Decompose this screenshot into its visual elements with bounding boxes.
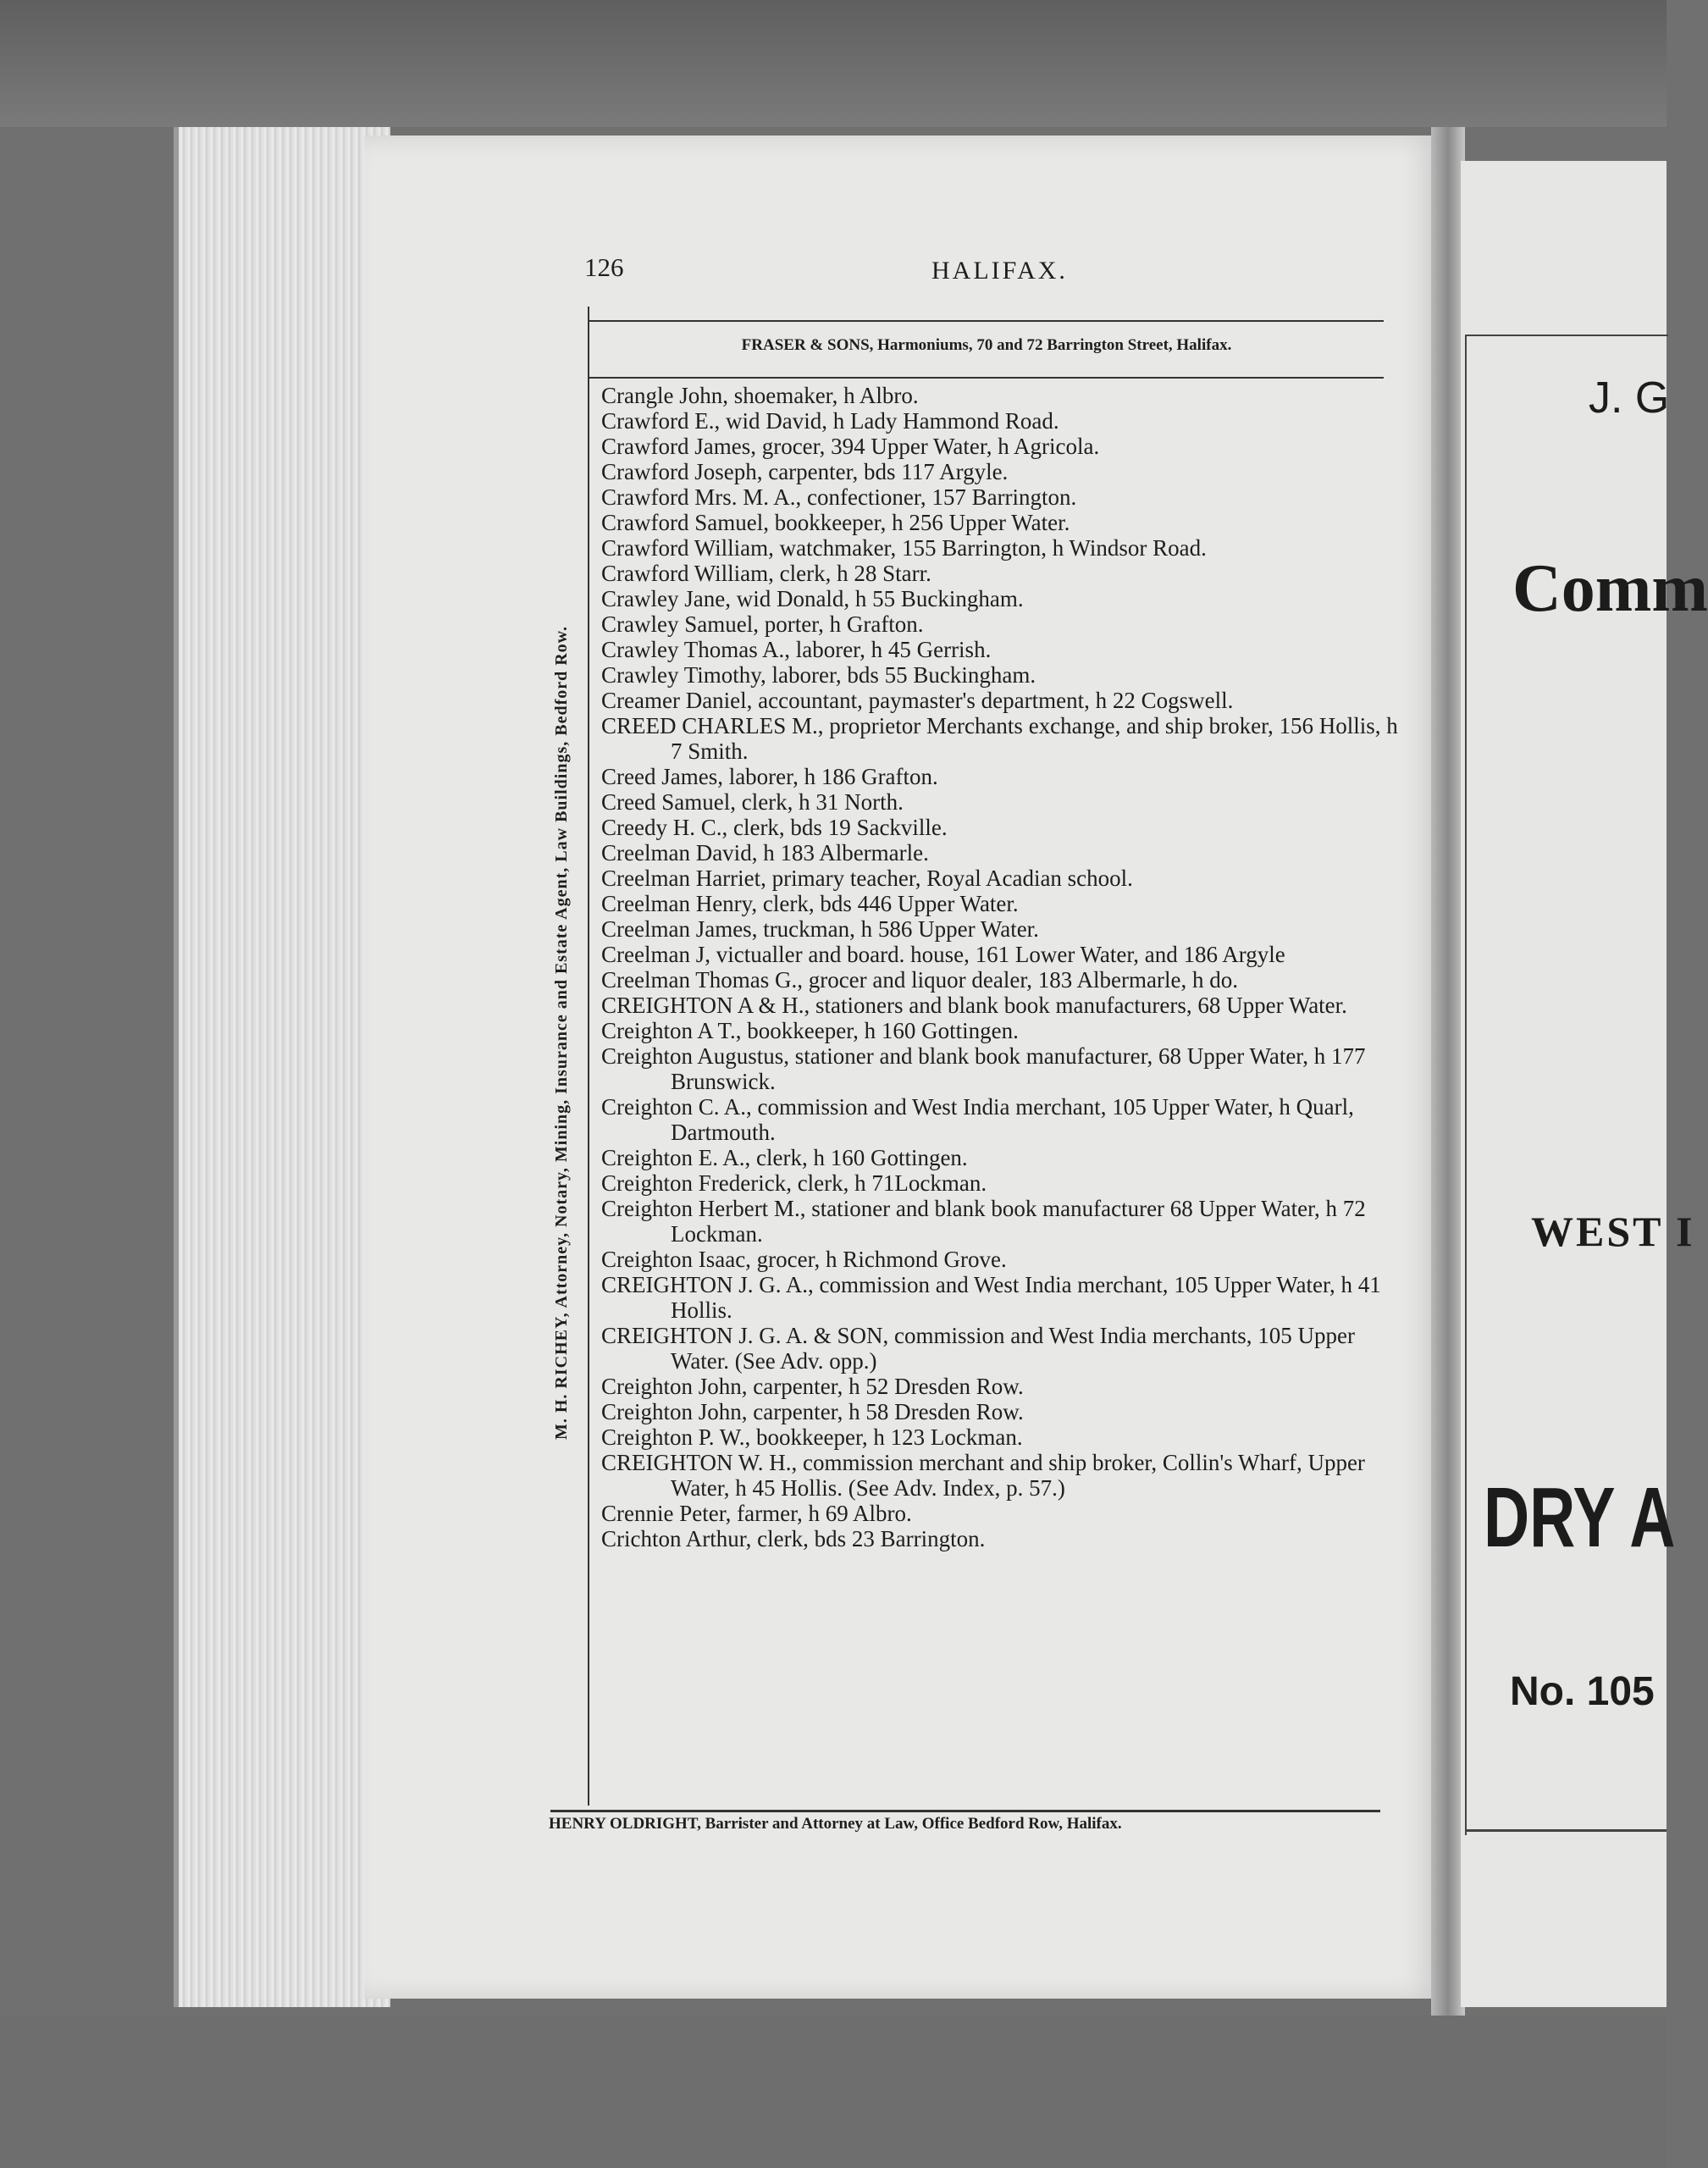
directory-entry: Creelman Henry, clerk, bds 446 Upper Water. xyxy=(601,891,1019,916)
directory-entry: Creelman Harriet, primary teacher, Royal Acadian school. xyxy=(601,866,1133,891)
directory-entry: Creighton P. W., bookkeeper, h 123 Lockman. xyxy=(601,1424,1023,1450)
directory-entry: Crennie Peter, farmer, h 69 Albro. xyxy=(601,1501,912,1526)
scanner-background-bottom xyxy=(0,2016,1667,2168)
directory-entry: Crawford Mrs. M. A., confectioner, 157 Barrington. xyxy=(601,484,1077,510)
right-page-fragment: DRY A xyxy=(1484,1470,1676,1565)
page-edges xyxy=(174,127,390,2007)
bottom-rule xyxy=(550,1810,1380,1812)
directory-entry: Crawford William, clerk, h 28 Starr. xyxy=(601,561,931,586)
top-ad-rule xyxy=(588,377,1384,379)
scanner-background-top xyxy=(0,0,1667,127)
book-gutter xyxy=(1431,127,1465,2016)
directory-entry: Creamer Daniel, accountant, paymaster's department, h 22 Cogswell. xyxy=(601,688,1234,713)
page-number: 126 xyxy=(584,252,624,282)
directory-entry: Creighton E. A., clerk, h 160 Gottingen. xyxy=(601,1145,968,1170)
directory-entry: CREIGHTON J. G. A., commission and West India merchant, 105 Upper Water, h 41 Hollis. xyxy=(601,1272,1381,1323)
directory-entry: Crawford James, grocer, 394 Upper Water, h Agricola. xyxy=(601,434,1100,459)
directory-entry: Creed Samuel, clerk, h 31 North. xyxy=(601,789,904,815)
directory-entry: Creelman James, truckman, h 586 Upper Water. xyxy=(601,916,1039,942)
directory-entry: CREIGHTON J. G. A. & SON, commission and West India merchants, 105 Upper Water. (See Adv. opp.) xyxy=(601,1323,1355,1374)
directory-entry: Creighton Isaac, grocer, h Richmond Grove. xyxy=(601,1247,1007,1272)
directory-entry: Creighton Augustus, stationer and blank book manufacturer, 68 Upper Water, h 177 Brunswick. xyxy=(601,1043,1366,1094)
directory-entry: Creighton Frederick, clerk, h 71Lockman. xyxy=(601,1170,987,1196)
directory-entry: Crawley Jane, wid Donald, h 55 Buckingham. xyxy=(601,586,1024,611)
directory-entry: Creelman J, victualler and board. house, 161 Lower Water, and 186 Argyle xyxy=(601,942,1285,967)
right-page-fragment: Comm xyxy=(1512,551,1708,626)
directory-entry: Crichton Arthur, clerk, bds 23 Barrington. xyxy=(601,1526,986,1551)
directory-entry: Crawford William, watchmaker, 155 Barrington, h Windsor Road. xyxy=(601,535,1207,561)
right-page-rule xyxy=(1465,1829,1667,1832)
side-advertisement: M. H. RICHEY, Attorney, Notary, Mining, Insurance and Estate Agent, Law Buildings, Bedford Row. xyxy=(552,625,571,1440)
directory-entry: Creighton John, carpenter, h 58 Dresden Row. xyxy=(601,1399,1024,1424)
bottom-advertisement: HENRY OLDRIGHT, Barrister and Attorney at Law, Office Bedford Row, Halifax. xyxy=(549,1815,1122,1833)
directory-entry: Crangle John, shoemaker, h Albro. xyxy=(601,383,919,408)
top-advertisement: FRASER & SONS, Harmoniums, 70 and 72 Barrington Street, Halifax. xyxy=(741,336,1232,354)
directory-entry: Creelman David, h 183 Albermarle. xyxy=(601,840,929,866)
directory-entry: Creighton John, carpenter, h 52 Dresden Row. xyxy=(601,1374,1024,1399)
top-rule xyxy=(588,320,1384,322)
right-page-fragment: WEST I xyxy=(1531,1208,1695,1255)
running-head: HALIFAX. xyxy=(931,257,1068,285)
directory-entry: Crawford Samuel, bookkeeper, h 256 Upper Water. xyxy=(601,510,1070,535)
directory-entry: Creelman Thomas G., grocer and liquor dealer, 183 Albermarle, h do. xyxy=(601,967,1238,993)
directory-entry: Crawley Samuel, porter, h Grafton. xyxy=(601,611,924,637)
directory-entry: Creighton Herbert M., stationer and blank book manufacturer 68 Upper Water, h 72 Lockman. xyxy=(601,1196,1366,1247)
right-page-fragment: J. G xyxy=(1589,373,1670,423)
directory-entry: Crawford Joseph, carpenter, bds 117 Argyle. xyxy=(601,459,1009,484)
directory-entry: Creedy H. C., clerk, bds 19 Sackville. xyxy=(601,815,948,840)
directory-entry: Creighton C. A., commission and West India merchant, 105 Upper Water, h Quarl, Dartmouth. xyxy=(601,1094,1354,1145)
right-page-fragment: No. 105 xyxy=(1510,1669,1655,1714)
directory-entry: CREED CHARLES M., proprietor Merchants exchange, and ship broker, 156 Hollis, h 7 Smith. xyxy=(601,713,1398,764)
directory-entry: Crawley Timothy, laborer, bds 55 Buckingham. xyxy=(601,662,1036,688)
directory-entry: Creighton A T., bookkeeper, h 160 Gottingen. xyxy=(601,1018,1019,1043)
directory-entries xyxy=(601,383,1414,1551)
directory-entry: CREIGHTON A & H., stationers and blank book manufacturers, 68 Upper Water. xyxy=(601,993,1347,1018)
directory-entry: CREIGHTON W. H., commission merchant and ship broker, Collin's Wharf, Upper Water, h 45 Hollis. (See Adv. Index, p. 57.) xyxy=(601,1450,1365,1501)
directory-entry: Creed James, laborer, h 186 Grafton. xyxy=(601,764,938,789)
directory-entry: Crawford E., wid David, h Lady Hammond Road. xyxy=(601,408,1059,434)
directory-entry: Crawley Thomas A., laborer, h 45 Gerrish. xyxy=(601,637,992,662)
